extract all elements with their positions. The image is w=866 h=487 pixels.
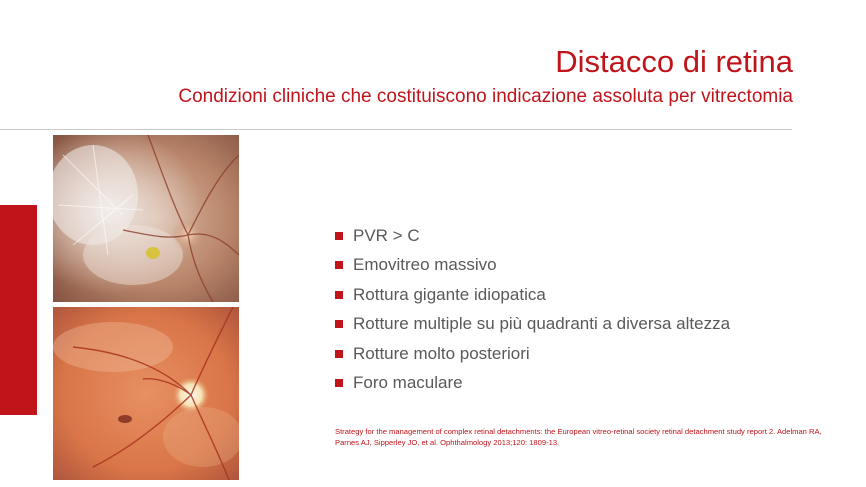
list-item-text: Emovitreo massivo	[353, 255, 497, 275]
list-item	[335, 343, 730, 372]
bullet-square-icon	[335, 291, 343, 299]
bullet-square-icon	[335, 350, 343, 358]
indication-list	[335, 225, 730, 401]
bullet-square-icon	[335, 379, 343, 387]
list-item-text: Rotture multiple su più quadranti a diversa altezza	[353, 314, 731, 334]
list-item	[335, 313, 730, 342]
list-item	[335, 284, 730, 313]
list-item-text: Rotture molto posteriori	[353, 343, 530, 363]
bullet-square-icon	[335, 261, 343, 269]
accent-bar	[0, 205, 37, 415]
list-item	[335, 254, 730, 283]
list-item-text: PVR > C	[353, 226, 420, 245]
slide-title: Distacco di retina	[555, 44, 793, 79]
bullet-square-icon	[335, 320, 343, 328]
list-item	[335, 372, 730, 401]
list-item	[335, 225, 730, 254]
title-divider	[0, 129, 792, 130]
bullet-square-icon	[335, 232, 343, 240]
fundus-photo-pvr	[53, 135, 239, 302]
fundus-photo-normal	[53, 307, 239, 480]
list-item-text: Rottura gigante idiopatica	[353, 284, 546, 304]
slide-subtitle: Condizioni cliniche che costituiscono indicazione assoluta per vitrectomia	[178, 86, 793, 107]
list-item-text: Foro maculare	[353, 372, 463, 392]
reference-citation: Strategy for the management of complex retinal detachments: the European vitreo-retinal society retinal detachment study report 2. Adelman RA, Parnes AJ, Sipperley JO, et al. Ophthalmology 2013;120: 1809-13.	[335, 427, 822, 447]
